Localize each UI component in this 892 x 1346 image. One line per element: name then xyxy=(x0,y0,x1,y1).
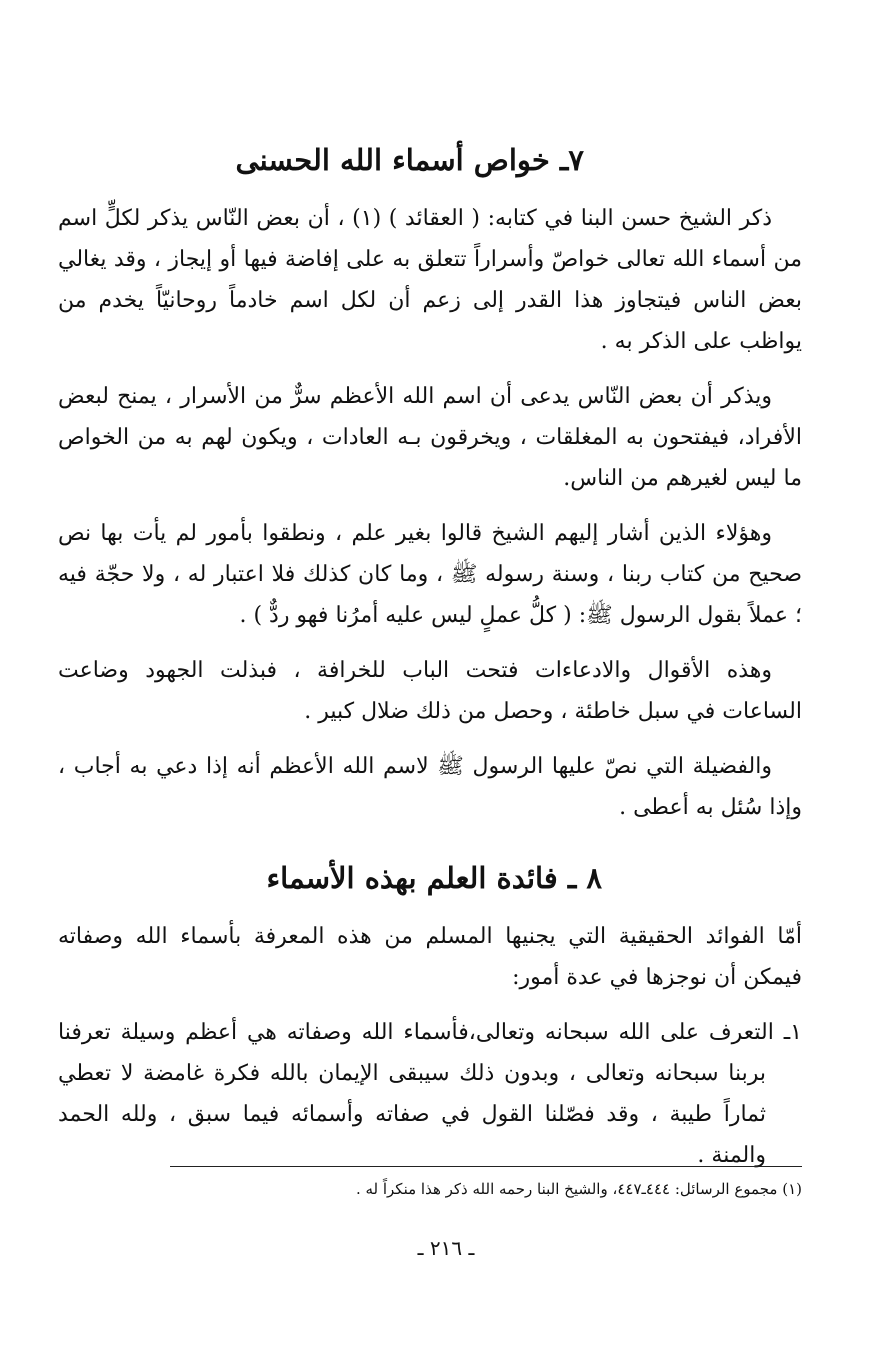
footnote-divider xyxy=(170,1166,802,1167)
footnote: (١) مجموع الرسائل: ٤٤٤ـ٤٤٧، والشيخ البنا رحمه الله ذكر هذا منكراً له . xyxy=(355,1180,802,1198)
section-7-heading: ٧ـ خواص أسماء الله الحسنى xyxy=(235,143,584,177)
section-8-point-1: ١ـ التعرف على الله سبحانه وتعالى،فأسماء الله وصفاته هي أعظم وسيلة تعرفنا بربنا سبحانه وتعالى ، وبدون ذلك سيبقى الإيمان بالله فكرة غامضة لا تعطي ثماراً طيبة ، وقد فصّلنا القول في صفاته وأسمائه فيما سبق ، ولله الحمد والمنة . xyxy=(58,1020,802,1168)
section-8-heading: ٨ ـ فائدة العلم بهذه الأسماء xyxy=(266,861,602,895)
section-7-paragraph-2: ويذكر أن بعض النّاس يدعى أن اسم الله الأعظم سرٌّ من الأسرار ، يمنح لبعض الأفراد، فيفتحون به المغلقات ، ويخرقون بـه العادات ، ويكون لهم به من الخواص ما ليس لغيرهم من الناس. xyxy=(58,384,802,491)
section-7-paragraph-5: والفضيلة التي نصّ عليها الرسول ﷺ لاسم الله الأعظم أنه إذا دعي به أجاب ، وإذا سُئل به أعطى . xyxy=(58,754,802,820)
section-8-points xyxy=(58,1012,802,1176)
page-body xyxy=(58,130,802,1186)
page-number: ـ ٢١٦ ـ xyxy=(417,1236,475,1260)
section-7-paragraph-3: وهؤلاء الذين أشار إليهم الشيخ قالوا بغير علم ، ونطقوا بأمور لم يأت بها نص صحيح من كتاب ربنا ، وسنة رسوله ﷺ ، وما كان كذلك فلا اعتبار له ، ولا حجّة فيه ؛ عملاً بقول الرسول ﷺ: ( كلُّ عملٍ ليس عليه أمرُنا فهو ردٌّ ) . xyxy=(58,521,802,628)
section-7-paragraph-4: وهذه الأقوال والادعاءات فتحت الباب للخرافة ، فبذلت الجهود وضاعت الساعات في سبل خاطئة ، وحصل من ذلك ضلال كبير . xyxy=(58,658,802,724)
section-7-paragraph-1: ذكر الشيخ حسن البنا في كتابه: ( العقائد ) (١) ، أن بعض النّاس يذكر لكلٍّ اسم من أسماء الله تعالى خواصّ وأسراراً تتعلق به على إفاضة فيها أو إيجاز ، وقد يغالي بعض الناس فيتجاوز هذا القدر إلى زعم أن لكل اسم خادماً روحانيّاً يخدم من يواظب على الذكر به . xyxy=(58,206,802,354)
section-8-intro: أمّا الفوائد الحقيقية التي يجنيها المسلم من هذه المعرفة بأسماء الله وصفاته فيمكن أن نوجزها في عدة أمور: xyxy=(58,924,802,990)
